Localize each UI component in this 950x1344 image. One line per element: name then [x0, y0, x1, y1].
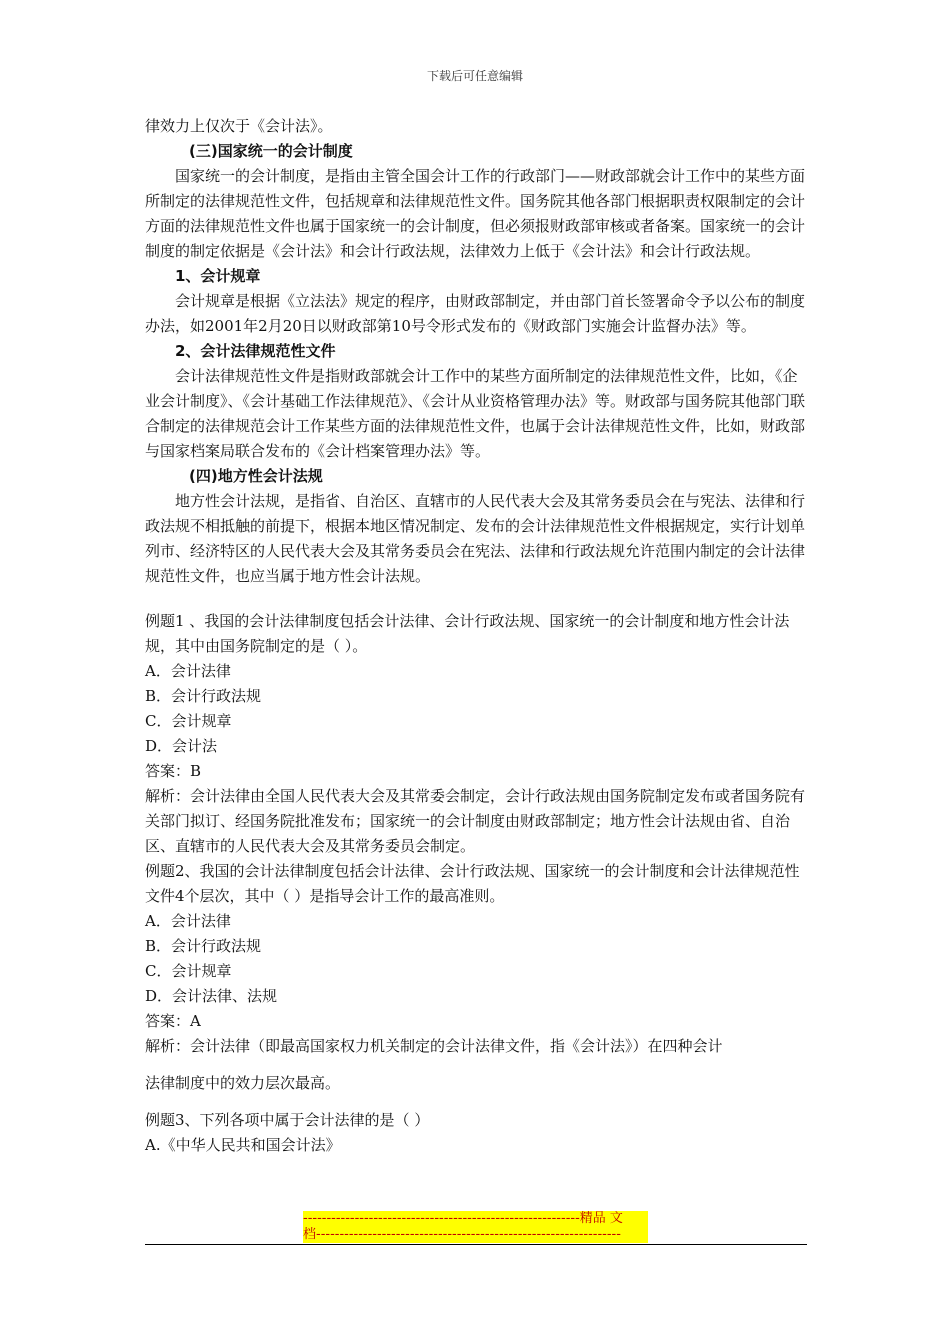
footer-banner	[303, 1211, 648, 1243]
paragraph: 会计法律规范性文件是指财政部就会计工作中的某些方面所制定的法律规范性文件，比如，《企业会计制度》、《会计基础工作法律规范》、《会计从业资格管理办法》等。财政部与国务院其他部门联合制定的法律规范会计工作某些方面的法律规范性文件，也属于会计法律规范性文件，比如，财政部与国家档案局联合发布的《会计档案管理办法》等。	[145, 367, 806, 460]
paragraph: 会计规章是根据《立法法》规定的程序，由财政部制定，并由部门首长签署命令予以公布的制度办法，如2001年2月20日以财政部第10号令形式发布的《财政部门实施会计监督办法》等。	[145, 292, 806, 335]
section-heading: (三)国家统一的会计制度	[189, 142, 353, 160]
paragraph: 地方性会计法规，是指省、自治区、直辖市的人民代表大会及其常务委员会在与宪法、法律和行政法规不相抵触的前提下，根据本地区情况制定、发布的会计法律规范性文件根据规定，实行计划单列市、经济特区的人民代表大会及其常务委员会在宪法、法律和行政法规允许范围内制定的会计法律规范性文件，也应当属于地方性会计法规。	[145, 492, 806, 585]
option-a: A．会计法律	[145, 662, 231, 680]
option-c: C．会计规章	[145, 712, 232, 730]
option-d: D．会计法	[145, 737, 218, 755]
analysis-text: 解析：会计法律（即最高国家权力机关制定的会计法律文件，指《会计法》）在四种会计	[145, 1037, 723, 1055]
question-text: 例题1 、我国的会计法律制度包括会计法律、会计行政法规、国家统一的会计制度和地方性会计法规，其中由国务院制定的是（ ）。	[145, 612, 790, 655]
document-body	[145, 114, 809, 1158]
footer-divider	[145, 1244, 807, 1245]
option-c: C．会计规章	[145, 962, 232, 980]
option-a: A.《中华人民共和国会计法》	[145, 1136, 341, 1154]
example-question-1	[145, 609, 809, 859]
analysis-text: 解析：会计法律由全国人民代表大会及其常委会制定，会计行政法规由国务院制定发布或者国务院有关部门拟订、经国务院批准发布；国家统一的会计制度由财政部制定；地方性会计法规由省、自治区、直辖市的人民代表大会及其常务委员会制定。	[145, 787, 806, 855]
analysis-text-continued: 法律制度中的效力层次最高。	[145, 1074, 341, 1092]
subsection-heading: 1、会计规章	[175, 267, 261, 285]
subsection-heading: 2、会计法律规范性文件	[175, 342, 336, 360]
paragraph: 律效力上仅次于《会计法》。	[145, 117, 333, 135]
question-text: 例题2、我国的会计法律制度包括会计法律、会计行政法规、国家统一的会计制度和会计法律规范性文件4个层次，其中（ ）是指导会计工作的最高准则。	[145, 862, 800, 905]
option-b: B．会计行政法规	[145, 687, 262, 705]
paragraph: 国家统一的会计制度，是指由主管全国会计工作的行政部门——财政部就会计工作中的某些方面所制定的法律规范性文件，包括规章和法律规范性文件。国务院其他各部门根据职责权限制定的会计方面的法律规范性文件也属于国家统一的会计制度，但必须报财政部审核或者备案。国家统一的会计制度的制定依据是《会计法》和会计行政法规，法律效力上低于《会计法》和会计行政法规。	[145, 167, 806, 260]
example-question-3	[145, 1108, 809, 1158]
section-heading: (四)地方性会计法规	[189, 467, 323, 485]
answer-text: 答案：A	[145, 1012, 201, 1030]
question-text: 例题3、下列各项中属于会计法律的是（ ）	[145, 1111, 430, 1129]
option-d: D．会计法律、法规	[145, 987, 278, 1005]
option-a: A．会计法律	[145, 912, 231, 930]
example-question-2	[145, 859, 809, 1096]
option-b: B．会计行政法规	[145, 937, 262, 955]
footer-banner-line-1: -----------------------------------------------------------精品 文	[303, 1211, 623, 1226]
footer-banner-line-2: 档-----------------------------------------------------------------	[303, 1227, 621, 1242]
answer-text: 答案：B	[145, 762, 202, 780]
page-header: 下载后可任意编辑	[426, 69, 523, 83]
